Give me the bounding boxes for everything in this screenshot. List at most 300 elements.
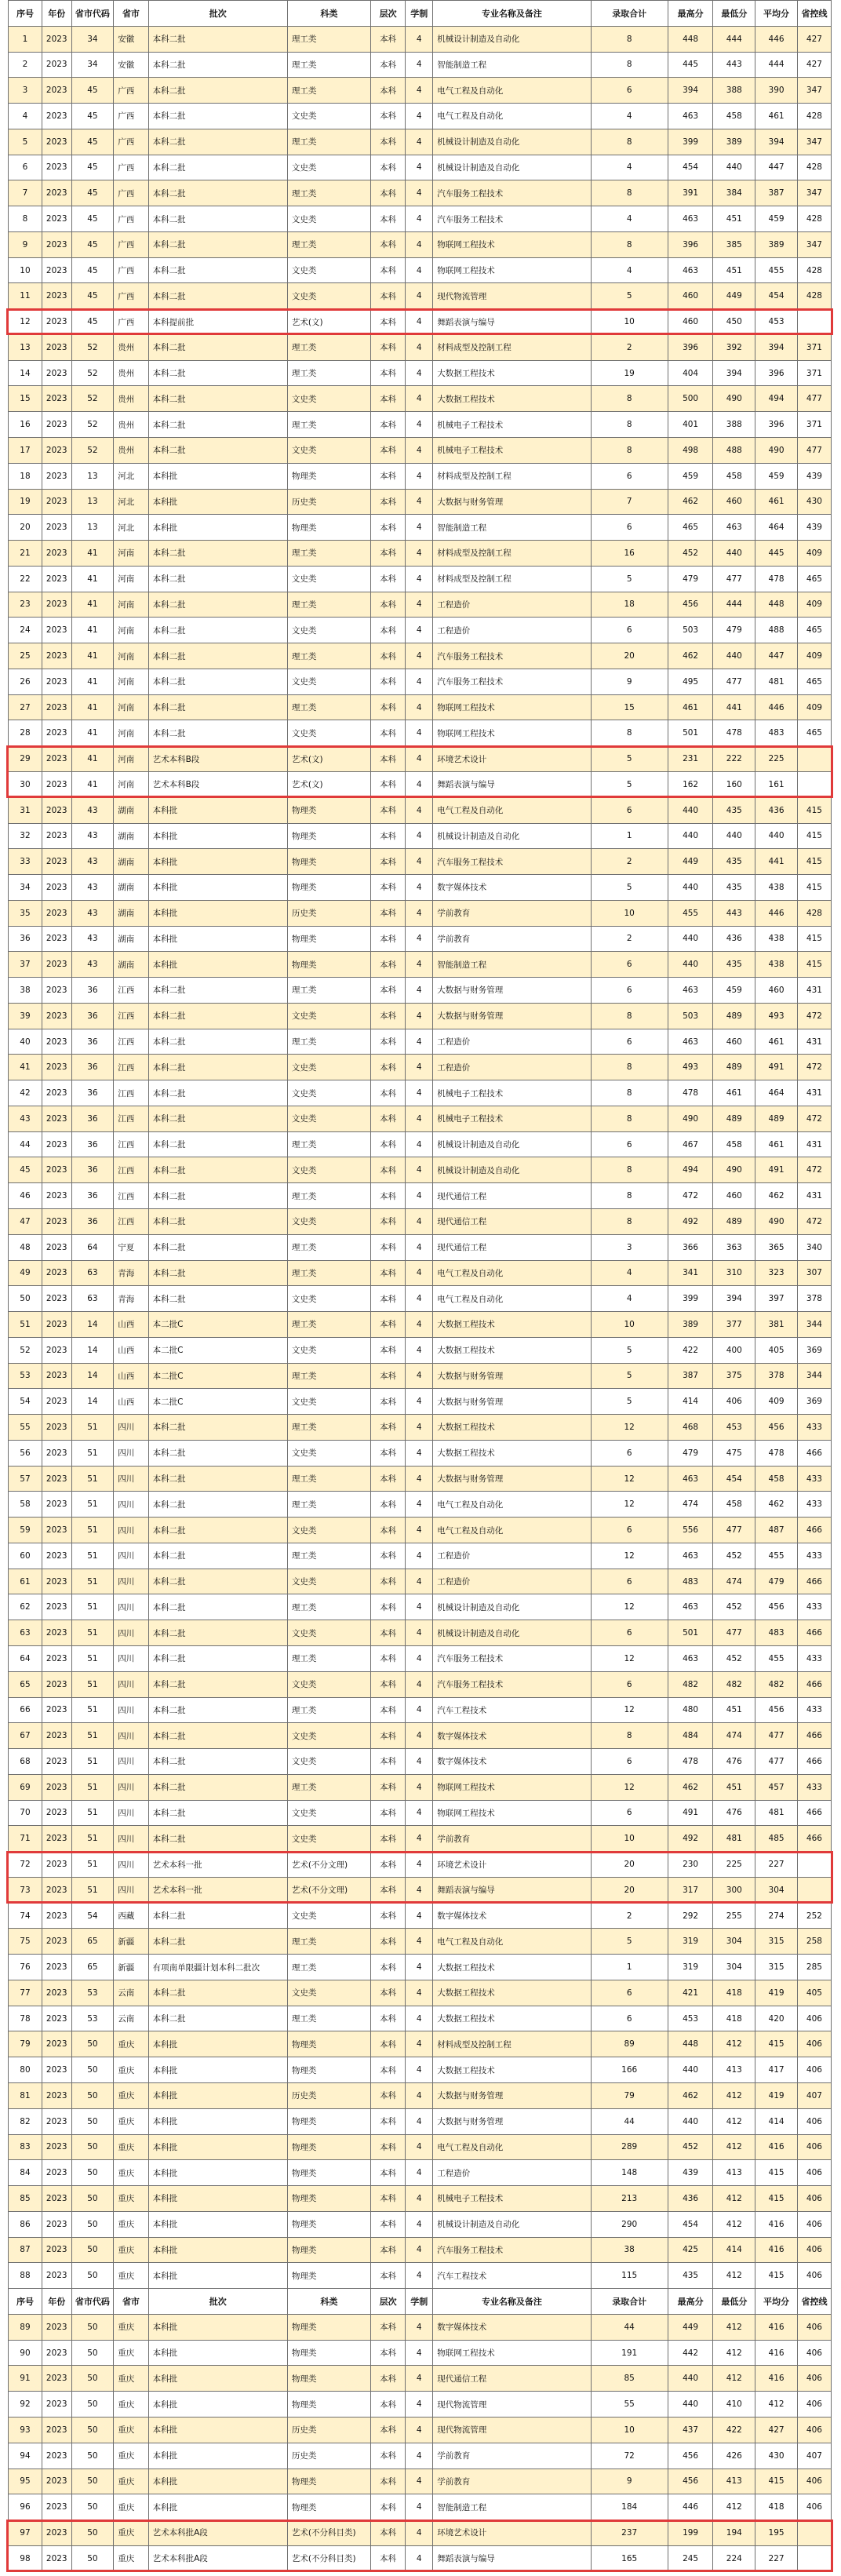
cell-total: 10 [591, 1312, 668, 1338]
cell-level: 本科 [370, 694, 405, 720]
cell-batch: 本科二批 [148, 720, 287, 746]
cell-avg: 489 [755, 1106, 798, 1131]
cell-category: 文史类 [287, 438, 370, 464]
cell-seq: 71 [9, 1826, 42, 1852]
cell-seq: 88 [9, 2263, 42, 2289]
cell-batch: 本二批C [148, 1389, 287, 1415]
cell-province: 湖南 [114, 952, 148, 978]
cell-length: 4 [406, 1055, 433, 1080]
cell-year: 2023 [42, 1774, 71, 1800]
cell-batch: 艺术本科一批 [148, 1852, 287, 1878]
cell-max: 366 [668, 1234, 713, 1260]
cell-level: 本科 [370, 2057, 405, 2083]
cell-major: 工程造价 [433, 1569, 591, 1594]
cell-batch: 本科二批 [148, 1518, 287, 1543]
cell-max: 449 [668, 849, 713, 875]
cell-code: 54 [71, 1903, 114, 1929]
cell-batch: 本科二批 [148, 1800, 287, 1826]
table-row [9, 1106, 832, 1131]
table-row [9, 1749, 832, 1775]
cell-min: 413 [713, 2057, 755, 2083]
cell-level: 本科 [370, 1852, 405, 1878]
cell-max: 556 [668, 1518, 713, 1543]
cell-category: 物理类 [287, 2160, 370, 2186]
cell-level: 本科 [370, 952, 405, 978]
cell-province: 四川 [114, 1877, 148, 1903]
cell-min: 385 [713, 231, 755, 257]
cell-control: 347 [797, 78, 831, 104]
cell-code: 50 [71, 2366, 114, 2392]
cell-control [797, 2545, 831, 2571]
cell-province: 江西 [114, 1055, 148, 1080]
cell-seq: 9 [9, 231, 42, 257]
cell-category: 文史类 [287, 206, 370, 232]
cell-seq: 60 [9, 1543, 42, 1569]
cell-avg: 418 [755, 2494, 798, 2520]
cell-major: 学前教育 [433, 926, 591, 952]
cell-level: 本科 [370, 489, 405, 515]
cell-avg: 488 [755, 618, 798, 643]
cell-category: 理工类 [287, 694, 370, 720]
cell-total: 38 [591, 2237, 668, 2263]
cell-level: 本科 [370, 1286, 405, 1312]
cell-code: 50 [71, 2263, 114, 2289]
cell-category: 物理类 [287, 2469, 370, 2494]
cell-year: 2023 [42, 746, 71, 772]
cell-level: 本科 [370, 1877, 405, 1903]
cell-year: 2023 [42, 2469, 71, 2494]
cell-total: 4 [591, 155, 668, 180]
cell-level: 本科 [370, 257, 405, 283]
cell-level: 本科 [370, 2031, 405, 2057]
cell-length: 4 [406, 2186, 433, 2212]
cell-length: 4 [406, 2443, 433, 2469]
cell-total: 6 [591, 2006, 668, 2031]
cell-total: 5 [591, 746, 668, 772]
cell-total: 19 [591, 360, 668, 386]
cell-control: 378 [797, 1286, 831, 1312]
cell-level: 本科 [370, 1055, 405, 1080]
table-row [9, 129, 832, 155]
cell-max: 459 [668, 463, 713, 489]
table-row [9, 2366, 832, 2392]
cell-min: 463 [713, 515, 755, 541]
cell-avg: 490 [755, 1208, 798, 1234]
cell-avg: 494 [755, 386, 798, 412]
cell-level: 本科 [370, 849, 405, 875]
cell-level: 本科 [370, 2392, 405, 2418]
cell-province: 河南 [114, 771, 148, 797]
cell-level: 本科 [370, 1929, 405, 1955]
cell-seq: 29 [9, 746, 42, 772]
cell-control: 430 [797, 489, 831, 515]
cell-batch: 本科二批 [148, 1826, 287, 1852]
cell-control: 433 [797, 1492, 831, 1518]
cell-major: 电气工程及自动化 [433, 2134, 591, 2160]
cell-total: 165 [591, 2545, 668, 2571]
cell-length: 4 [406, 618, 433, 643]
cell-length: 4 [406, 1723, 433, 1749]
cell-major: 机械电子工程技术 [433, 1106, 591, 1131]
cell-length: 4 [406, 1183, 433, 1209]
cell-max: 440 [668, 2392, 713, 2418]
cell-avg: 448 [755, 592, 798, 618]
table-row [9, 1440, 832, 1466]
cell-year: 2023 [42, 52, 71, 78]
cell-code: 36 [71, 1055, 114, 1080]
cell-batch: 本科二批 [148, 643, 287, 669]
cell-major: 大数据与财务管理 [433, 2108, 591, 2134]
cell-min: 454 [713, 1466, 755, 1492]
cell-min: 418 [713, 2006, 755, 2031]
cell-max: 472 [668, 1183, 713, 1209]
cell-total: 44 [591, 2108, 668, 2134]
table-row [9, 746, 832, 772]
cell-min: 389 [713, 129, 755, 155]
cell-control: 347 [797, 231, 831, 257]
cell-control: 472 [797, 1208, 831, 1234]
cell-length: 4 [406, 412, 433, 438]
table-row [9, 771, 832, 797]
cell-min: 458 [713, 1131, 755, 1157]
cell-province: 新疆 [114, 1929, 148, 1955]
cell-province: 云南 [114, 2006, 148, 2031]
cell-max: 461 [668, 694, 713, 720]
cell-avg: 487 [755, 1518, 798, 1543]
cell-total: 8 [591, 720, 668, 746]
cell-category: 艺术(不分文理) [287, 1877, 370, 1903]
cell-total: 6 [591, 797, 668, 823]
cell-seq: 20 [9, 515, 42, 541]
cell-batch: 本科批 [148, 952, 287, 978]
cell-total: 6 [591, 1440, 668, 1466]
cell-min: 377 [713, 1312, 755, 1338]
cell-control: 433 [797, 1697, 831, 1723]
cell-length: 4 [406, 463, 433, 489]
cell-major: 舞蹈表演与编导 [433, 771, 591, 797]
cell-code: 53 [71, 1980, 114, 2006]
cell-control: 285 [797, 1955, 831, 1980]
cell-seq: 14 [9, 360, 42, 386]
cell-category: 物理类 [287, 463, 370, 489]
cell-category: 历史类 [287, 2417, 370, 2443]
cell-avg: 227 [755, 2545, 798, 2571]
cell-avg: 455 [755, 1646, 798, 1672]
cell-length: 4 [406, 206, 433, 232]
cell-avg: 394 [755, 129, 798, 155]
cell-batch: 本科二批 [148, 1929, 287, 1955]
cell-year: 2023 [42, 541, 71, 567]
cell-batch: 本科二批 [148, 26, 287, 52]
cell-total: 6 [591, 1671, 668, 1697]
cell-length: 4 [406, 1543, 433, 1569]
cell-max: 404 [668, 360, 713, 386]
cell-category: 理工类 [287, 1029, 370, 1055]
cell-total: 5 [591, 566, 668, 592]
cell-length: 4 [406, 669, 433, 694]
cell-control: 369 [797, 1389, 831, 1415]
cell-year: 2023 [42, 2134, 71, 2160]
cell-category: 文史类 [287, 1440, 370, 1466]
cell-code: 36 [71, 1131, 114, 1157]
cell-length: 4 [406, 2237, 433, 2263]
cell-batch: 本科二批 [148, 1157, 287, 1183]
cell-level: 本科 [370, 618, 405, 643]
cell-level: 本科 [370, 1080, 405, 1106]
cell-length: 4 [406, 952, 433, 978]
cell-category: 文史类 [287, 669, 370, 694]
cell-level: 本科 [370, 1800, 405, 1826]
cell-province: 重庆 [114, 2443, 148, 2469]
cell-seq: 30 [9, 771, 42, 797]
cell-year: 2023 [42, 1569, 71, 1594]
cell-control: 344 [797, 1312, 831, 1338]
cell-batch: 本科批 [148, 2186, 287, 2212]
cell-level: 本科 [370, 669, 405, 694]
cell-code: 51 [71, 1800, 114, 1826]
cell-max: 463 [668, 104, 713, 129]
cell-code: 50 [71, 2211, 114, 2237]
table-row [9, 1594, 832, 1620]
cell-year: 2023 [42, 1260, 71, 1286]
cell-control [797, 2520, 831, 2546]
cell-length: 4 [406, 1131, 433, 1157]
cell-length: 4 [406, 1749, 433, 1775]
column-header-code: 省市代码 [71, 1, 114, 27]
cell-seq: 80 [9, 2057, 42, 2083]
cell-total: 8 [591, 129, 668, 155]
table-row [9, 2108, 832, 2134]
cell-min: 461 [713, 1080, 755, 1106]
table-row [9, 1543, 832, 1569]
cell-province: 山西 [114, 1389, 148, 1415]
cell-major: 大数据工程技术 [433, 1312, 591, 1338]
cell-max: 468 [668, 1415, 713, 1441]
cell-batch: 本科批 [148, 2417, 287, 2443]
cell-total: 6 [591, 1518, 668, 1543]
cell-min: 388 [713, 78, 755, 104]
cell-code: 51 [71, 1518, 114, 1543]
table-row [9, 1466, 832, 1492]
cell-level: 本科 [370, 2340, 405, 2366]
cell-avg: 438 [755, 875, 798, 901]
cell-code: 36 [71, 1106, 114, 1131]
cell-year: 2023 [42, 592, 71, 618]
cell-level: 本科 [370, 1569, 405, 1594]
cell-length: 4 [406, 1415, 433, 1441]
cell-major: 物联网工程技术 [433, 720, 591, 746]
cell-province: 湖南 [114, 823, 148, 849]
cell-category: 艺术(文) [287, 771, 370, 797]
cell-year: 2023 [42, 1003, 71, 1029]
cell-max: 452 [668, 2134, 713, 2160]
cell-major: 大数据工程技术 [433, 360, 591, 386]
cell-control: 433 [797, 1646, 831, 1672]
cell-total: 8 [591, 26, 668, 52]
cell-year: 2023 [42, 1518, 71, 1543]
cell-max: 440 [668, 797, 713, 823]
cell-seq: 49 [9, 1260, 42, 1286]
cell-year: 2023 [42, 1723, 71, 1749]
cell-seq: 96 [9, 2494, 42, 2520]
cell-category: 物理类 [287, 2340, 370, 2366]
cell-major: 材料成型及控制工程 [433, 463, 591, 489]
cell-code: 43 [71, 900, 114, 926]
cell-seq: 61 [9, 1569, 42, 1594]
cell-category: 物理类 [287, 515, 370, 541]
cell-min: 477 [713, 669, 755, 694]
cell-seq: 40 [9, 1029, 42, 1055]
cell-major: 舞蹈表演与编导 [433, 2545, 591, 2571]
cell-max: 445 [668, 52, 713, 78]
table-row [9, 1029, 832, 1055]
cell-batch: 艺术本科批A段 [148, 2545, 287, 2571]
cell-year: 2023 [42, 1594, 71, 1620]
cell-total: 213 [591, 2186, 668, 2212]
cell-seq: 53 [9, 1363, 42, 1389]
cell-seq: 33 [9, 849, 42, 875]
cell-min: 458 [713, 463, 755, 489]
cell-year: 2023 [42, 257, 71, 283]
cell-level: 本科 [370, 566, 405, 592]
cell-control: 477 [797, 386, 831, 412]
cell-batch: 本科二批 [148, 1749, 287, 1775]
cell-seq: 21 [9, 541, 42, 567]
cell-min: 310 [713, 1260, 755, 1286]
cell-major: 现代物流管理 [433, 2392, 591, 2418]
cell-level: 本科 [370, 206, 405, 232]
cell-province: 河南 [114, 746, 148, 772]
cell-level: 本科 [370, 1980, 405, 2006]
cell-major: 学前教育 [433, 1826, 591, 1852]
column-header-max: 最高分 [668, 2289, 713, 2315]
cell-category: 理工类 [287, 592, 370, 618]
cell-max: 503 [668, 1003, 713, 1029]
cell-length: 4 [406, 2263, 433, 2289]
cell-level: 本科 [370, 978, 405, 1004]
cell-major: 学前教育 [433, 2469, 591, 2494]
cell-avg: 416 [755, 2134, 798, 2160]
cell-avg: 447 [755, 155, 798, 180]
cell-category: 历史类 [287, 489, 370, 515]
cell-min: 460 [713, 1029, 755, 1055]
table-row [9, 643, 832, 669]
cell-control: 439 [797, 515, 831, 541]
cell-max: 448 [668, 26, 713, 52]
cell-min: 475 [713, 1440, 755, 1466]
cell-province: 湖南 [114, 900, 148, 926]
cell-seq: 54 [9, 1389, 42, 1415]
table-row [9, 412, 832, 438]
table-row [9, 489, 832, 515]
cell-province: 广西 [114, 309, 148, 335]
cell-level: 本科 [370, 1594, 405, 1620]
cell-control [797, 746, 831, 772]
cell-max: 437 [668, 2417, 713, 2443]
cell-batch: 本科二批 [148, 1080, 287, 1106]
cell-seq: 63 [9, 1620, 42, 1646]
table-row [9, 1903, 832, 1929]
table-row [9, 1569, 832, 1594]
cell-max: 440 [668, 823, 713, 849]
cell-control: 252 [797, 1903, 831, 1929]
column-header-total: 录取合计 [591, 1, 668, 27]
cell-max: 478 [668, 1080, 713, 1106]
cell-level: 本科 [370, 2494, 405, 2520]
cell-code: 50 [71, 2494, 114, 2520]
cell-code: 51 [71, 1620, 114, 1646]
cell-province: 四川 [114, 1440, 148, 1466]
column-header-min: 最低分 [713, 2289, 755, 2315]
cell-major: 大数据工程技术 [433, 1415, 591, 1441]
cell-province: 重庆 [114, 2134, 148, 2160]
cell-province: 贵州 [114, 386, 148, 412]
cell-category: 文史类 [287, 1003, 370, 1029]
cell-batch: 本科二批 [148, 592, 287, 618]
cell-control: 407 [797, 2083, 831, 2109]
cell-length: 4 [406, 489, 433, 515]
table-row [9, 2469, 832, 2494]
cell-code: 41 [71, 720, 114, 746]
cell-province: 河南 [114, 669, 148, 694]
cell-total: 16 [591, 541, 668, 567]
cell-control: 427 [797, 52, 831, 78]
cell-batch: 本科二批 [148, 438, 287, 464]
cell-batch: 本科二批 [148, 2006, 287, 2031]
cell-min: 477 [713, 1518, 755, 1543]
cell-category: 文史类 [287, 1569, 370, 1594]
cell-seq: 46 [9, 1183, 42, 1209]
cell-year: 2023 [42, 1312, 71, 1338]
cell-min: 488 [713, 438, 755, 464]
cell-code: 41 [71, 771, 114, 797]
cell-min: 460 [713, 489, 755, 515]
cell-avg: 481 [755, 669, 798, 694]
table-row [9, 1492, 832, 1518]
cell-min: 449 [713, 283, 755, 309]
cell-control: 439 [797, 463, 831, 489]
table-row [9, 386, 832, 412]
cell-year: 2023 [42, 1466, 71, 1492]
cell-max: 446 [668, 2494, 713, 2520]
cell-province: 重庆 [114, 2031, 148, 2057]
cell-length: 4 [406, 1774, 433, 1800]
cell-year: 2023 [42, 2545, 71, 2571]
cell-control: 433 [797, 1466, 831, 1492]
cell-batch: 本科二批 [148, 1415, 287, 1441]
cell-province: 四川 [114, 1646, 148, 1672]
cell-avg: 478 [755, 566, 798, 592]
cell-level: 本科 [370, 1466, 405, 1492]
cell-max: 460 [668, 309, 713, 335]
cell-major: 环境艺术设计 [433, 1852, 591, 1878]
cell-avg: 491 [755, 1055, 798, 1080]
cell-max: 456 [668, 592, 713, 618]
cell-length: 4 [406, 1877, 433, 1903]
cell-max: 501 [668, 720, 713, 746]
cell-control: 258 [797, 1929, 831, 1955]
cell-province: 山西 [114, 1337, 148, 1363]
cell-seq: 50 [9, 1286, 42, 1312]
cell-batch: 本科二批 [148, 1286, 287, 1312]
cell-max: 436 [668, 2186, 713, 2212]
cell-batch: 本科二批 [148, 1594, 287, 1620]
cell-min: 392 [713, 334, 755, 360]
cell-batch: 本科二批 [148, 1208, 287, 1234]
table-row [9, 1518, 832, 1543]
table-row [9, 1671, 832, 1697]
table-row [9, 1286, 832, 1312]
